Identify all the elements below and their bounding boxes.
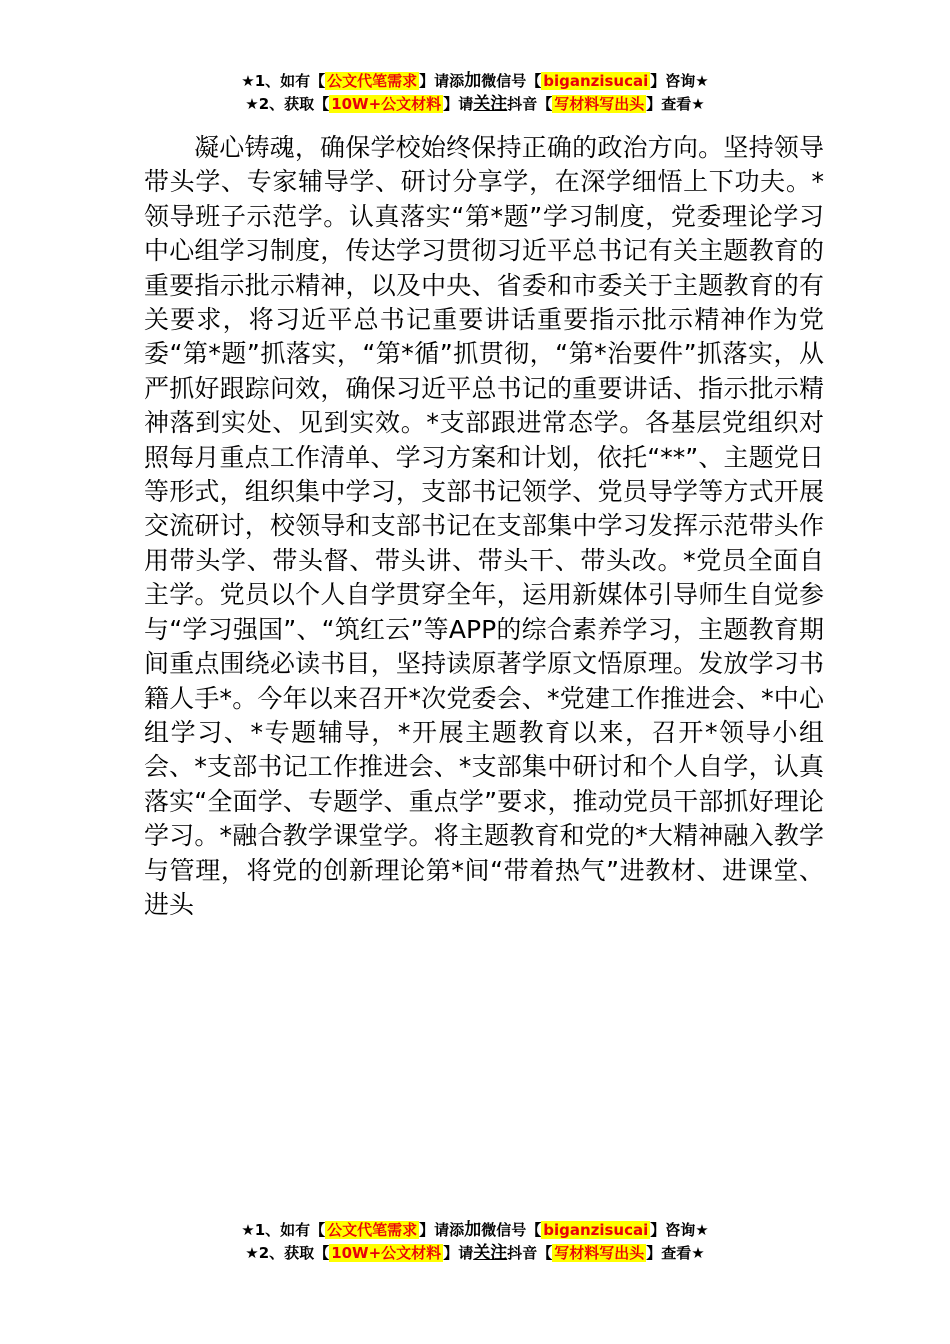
banner-text: 】查看★ bbox=[646, 1244, 705, 1262]
emphasis-text: 关注 bbox=[473, 94, 508, 114]
header-banner bbox=[0, 70, 950, 116]
banner-text: 微信号【 bbox=[481, 1221, 542, 1239]
banner-text: 抖音【 bbox=[507, 1244, 553, 1262]
highlight-label: 公文代笔需求 bbox=[327, 72, 418, 90]
banner-text: 】咨询★ bbox=[650, 1221, 709, 1239]
banner-line-2 bbox=[0, 93, 950, 116]
banner-text: 】请 bbox=[443, 95, 474, 113]
banner-text: ★1、如有【 bbox=[241, 72, 326, 90]
banner-text: ★2、获取【 bbox=[245, 1244, 330, 1262]
emphasis-text: 关注 bbox=[473, 1243, 508, 1263]
footer-banner bbox=[0, 1219, 950, 1265]
highlight-label: 公文代笔需求 bbox=[327, 1221, 418, 1239]
body-paragraph: 凝心铸魂，确保学校始终保持正确的政治方向。坚持领导带头学、专家辅导学、研讨分享学，在深学细悟上下功夫。*领导班子示范学。认真落实“第*题”学习制度，党委理论学习中心组学习制度，传达学习贯彻习近平总书记有关主题教育的重要指示批示精神，以及中央、省委和市委关于主题教育的有关要求，将习近平总书记重要讲话重要指示批示精神作为党委“第*题”抓落实，“第*循”抓贯彻，“第*治要件”抓落实，从严抓好跟踪问效，确保习近平总书记的重要讲话、指示批示精神落到实处、见到实效。*支部跟进常态学。各基层党组织对照每月重点工作清单、学习方案和计划，依托“**”、主题党日等形式，组织集中学习，支部书记领学、党员导学等方式开展交流研讨，校领导和支部书记在支部集中学习发挥示范带头作用带头学、带头督、带头讲、带头干、带头改。*党员全面自主学。党员以个人自学贯穿全年，运用新媒体引导师生自觉参与“学习强国”、“筑红云”等APP的综合素养学习，主题教育期间重点围绕必读书目，坚持读原著学原文悟原理。发放学习书籍人手*。今年以来召开*次党委会、*党建工作推进会、*中心组学习、*专题辅导，*开展主题教育以来，召开*领导小组会、*支部书记工作推进会、*支部集中研讨和个人自学，认真落实“全面学、专题学、重点学”要求，推动党员干部抓好理论学习。*融合教学课堂学。将主题教育和党的*大精神融入教学与管理，将党的创新理论第*间“带着热气”进教材、进课堂、进头 bbox=[144, 133, 824, 919]
emphasis-text: 加 bbox=[464, 71, 482, 91]
highlight-label: 10W+公文材料 bbox=[331, 1244, 442, 1262]
douyin-id-highlight: 写材料写出头 bbox=[554, 1244, 645, 1262]
banner-text: 】请添 bbox=[419, 1221, 465, 1239]
banner-line-2 bbox=[0, 1242, 950, 1265]
douyin-id-highlight: 写材料写出头 bbox=[554, 95, 645, 113]
banner-text: 】请 bbox=[443, 1244, 474, 1262]
highlight-label: 10W+公文材料 bbox=[331, 95, 442, 113]
banner-text: ★1、如有【 bbox=[241, 1221, 326, 1239]
banner-text: 】请添 bbox=[419, 72, 465, 90]
banner-line-1 bbox=[0, 70, 950, 93]
wechat-id-highlight: biganzisucai bbox=[543, 72, 649, 90]
banner-line-1 bbox=[0, 1219, 950, 1242]
banner-text: 微信号【 bbox=[481, 72, 542, 90]
banner-text: 抖音【 bbox=[507, 95, 553, 113]
emphasis-text: 加 bbox=[464, 1220, 482, 1240]
banner-text: 】查看★ bbox=[646, 95, 705, 113]
banner-text: ★2、获取【 bbox=[245, 95, 330, 113]
banner-text: 】咨询★ bbox=[650, 72, 709, 90]
wechat-id-highlight: biganzisucai bbox=[543, 1221, 649, 1239]
